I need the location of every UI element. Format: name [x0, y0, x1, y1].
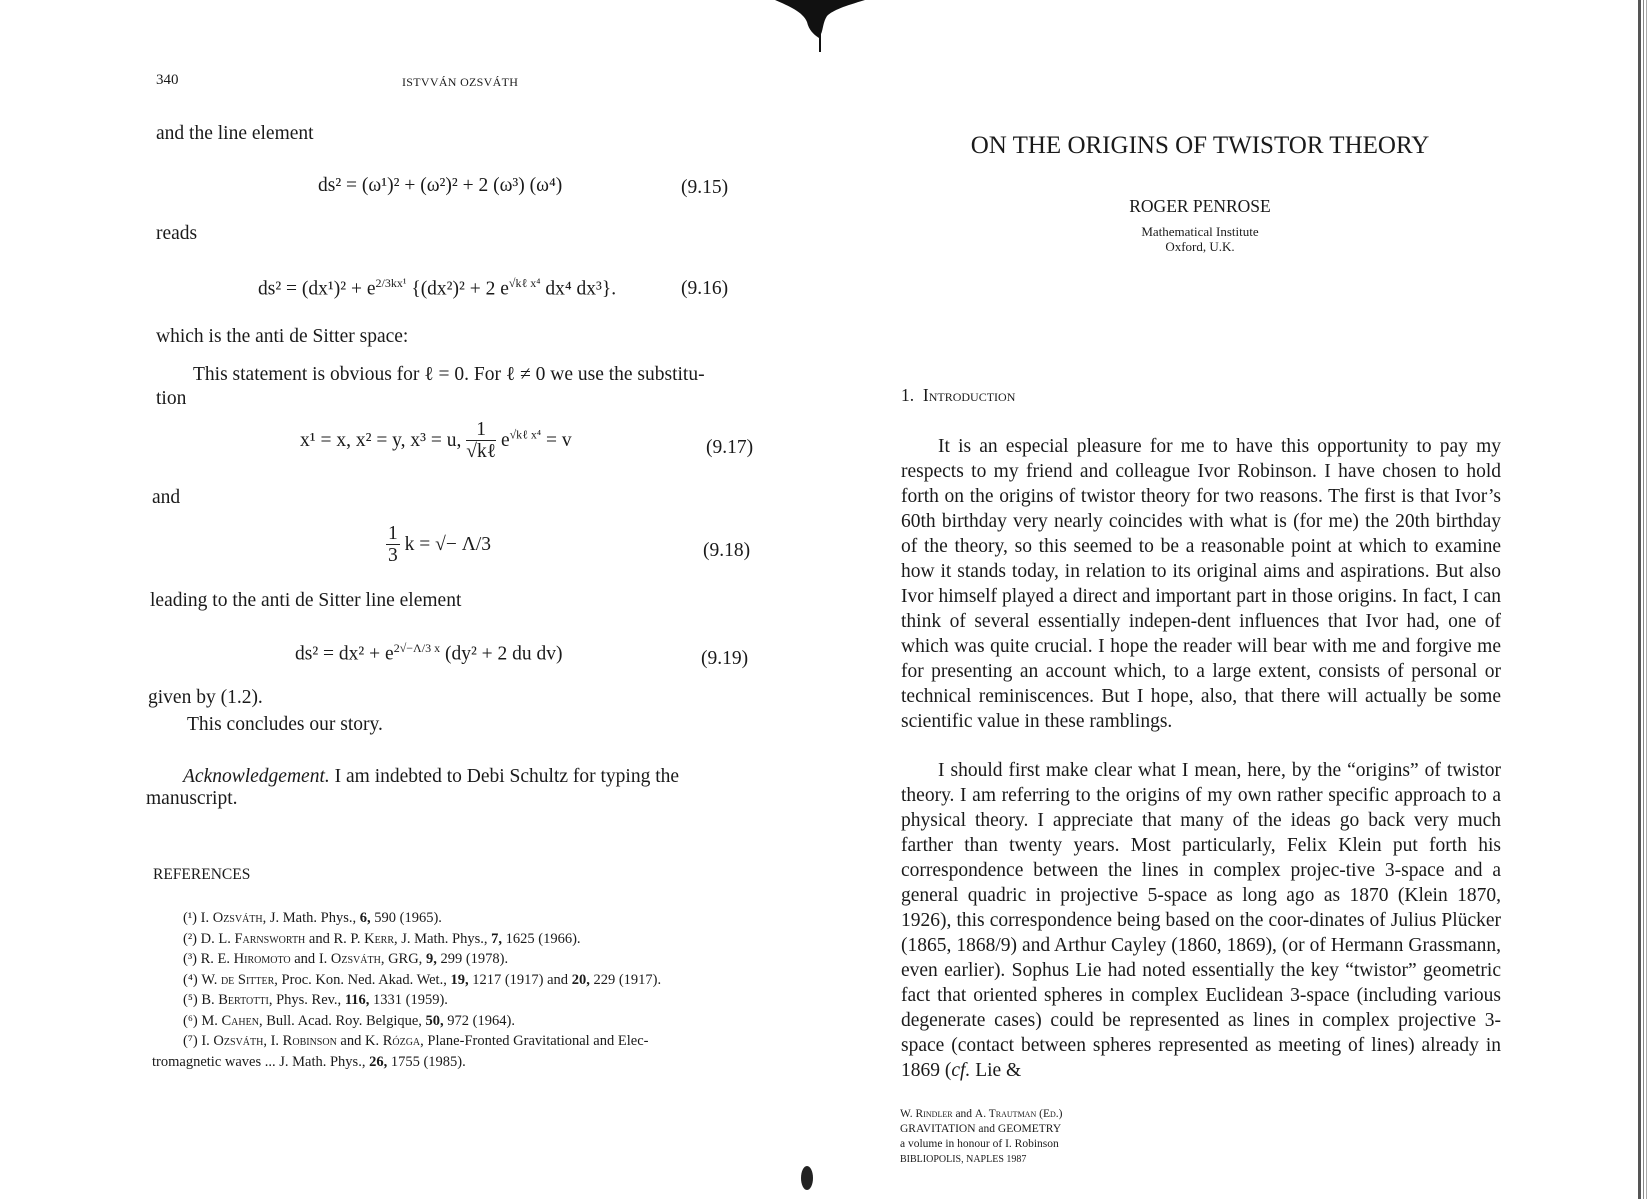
equation-label-9-17: (9.17)	[706, 437, 754, 458]
running-head: ISTVVÁN OZSVÁTH	[402, 75, 519, 89]
fraction: $\frac{1}{3}$	[388, 523, 398, 566]
equation-9-18: $\frac{1}{3}$ k = √− Λ/3	[388, 523, 492, 566]
text-reads: reads	[156, 223, 198, 244]
author-name: ROGER PENROSE	[1129, 196, 1271, 216]
text-leading: leading to the anti de Sitter line element	[150, 590, 462, 611]
page-number: 340	[156, 72, 179, 88]
reference-list	[183, 908, 661, 1052]
scan-binding-shadow-top	[775, 0, 865, 52]
reference-item: (⁵) B. Bertotti, Phys. Rev., 116, 1331 (1959).	[183, 992, 448, 1008]
text-given-by: given by (1.2).	[148, 687, 263, 708]
text-concludes: This concludes our story.	[187, 714, 383, 735]
author-affiliation: Mathematical Institute Oxford, U.K.	[1141, 224, 1259, 254]
reference-item: (⁷) I. Ozsváth, I. Robinson and K. Rózga, Plane-Fronted Gravitational and Elec-	[183, 1033, 649, 1049]
equation-label-9-15: (9.15)	[681, 177, 729, 198]
reference-item: (⁶) M. Cahen, Bull. Acad. Roy. Belgique, 50, 972 (1964).	[183, 1012, 515, 1029]
text-anti-de-sitter: which is the anti de Sitter space:	[156, 326, 409, 347]
reference-item: (¹) I. Ozsváth, J. Math. Phys., 6, 590 (1965).	[183, 910, 442, 926]
intro-paragraph-2: I should first make clear what I mean, here, by the “origins” of twistor theory. I am referring to the origins of my own rather specific approach to a physical theory. I appreciate that many of the ideas go back very much farther than twenty years. Most particularly, Felix Klein put forth his correspondence between the lines in complex projec-tive 3-space and a general quadric in projective 5-space as long ago as 1870 (Klein 1870, 1926), this correspondence being based on the coor-dinates of Julius Plücker (1865, 1868/9) and Arthur Cayley (1860, 1869), (or of Hermann Grassmann, even earlier). Sophus Lie had noted essentially the key “twistor” geometric fact that oriented spheres in complex Euclidean 3-space (including various degenerate cases) could be represented as lines in complex projective 3-space (contact between spheres represented as meeting of lines) already in 1869 (cf. Lie &	[901, 760, 1501, 1081]
intro-paragraph-1: It is an especial pleasure for me to have this opportunity to pay my respects to my friend and colleague Ivor Robinson. I have chosen to hold forth on the origins of twistor theory for two reasons. The first is that Ivor’s 60th birthday very nearly coincides with what is (for me) the 20th birthday of the theory, so this seemed to be a reasonable point at which to examine how it stands today, in relation to its original aims and aspirations. But also Ivor himself played a direct and important part in those origins. In fact, I can think of several essentially indepen-dent influences that Ivor had, one of which was quite crucial. I hope the reader will bear with me and forgive me for presenting an account which, to a large extent, consists of personal or technical reminiscences. But I hope, also, that there will actually be some scientific value in these ramblings.	[901, 436, 1501, 732]
reference-item-cont: tromagnetic waves ... J. Math. Phys., 26, 1755 (1985).	[152, 1054, 466, 1070]
fraction: $\frac{1}{\text{√kℓ}}$	[466, 419, 497, 462]
text-statement-cont: tion	[156, 388, 187, 409]
section-number: 1.	[901, 385, 915, 405]
section-title: Introduction	[922, 385, 1016, 405]
reference-item: (²) D. L. Farnsworth and R. P. Kerr, J. Math. Phys., 7, 1625 (1966).	[183, 930, 581, 947]
equation-9-17: x¹ = x, x² = y, x³ = u, $\frac{1}{\text{√kℓ}}$ $e^{√k\ell x^4} = v$	[300, 419, 572, 462]
paper-title: ON THE ORIGINS OF TWISTOR THEORY	[970, 132, 1430, 159]
reference-item: (³) R. E. Hiromoto and I. Ozsváth, GRG, 9, 299 (1978).	[183, 951, 509, 967]
references-heading: REFERENCES	[153, 866, 251, 883]
equation-9-16: $ds^2 = (dx^1)^2 + e^{2/3kx^1}$ {(dx²)² + 2 $e^{√k\ell x^4}$ dx⁴ dx³}.	[258, 276, 617, 300]
reference-item: (⁴) W. de Sitter, Proc. Kon. Ned. Akad. Wet., 19, 1217 (1917) and 20, 229 (1917).	[183, 971, 662, 988]
text-line-element: and the line element	[156, 123, 314, 144]
equation-label-9-18: (9.18)	[703, 540, 751, 561]
equation-label-9-16: (9.16)	[681, 278, 729, 299]
equation-label-9-19: (9.19)	[701, 648, 749, 669]
section-heading	[901, 385, 1015, 406]
equation-9-15: ds² = (ω¹)² + (ω²)² + 2 (ω³) (ω⁴)	[318, 175, 563, 196]
text-and: and	[152, 487, 181, 508]
acknowledgement: Acknowledgement. I am indebted to Debi Schultz for typing the	[183, 766, 680, 787]
text-statement: This statement is obvious for ℓ = 0. For ℓ ≠ 0 we use the substitu-	[193, 364, 705, 385]
publication-footer: W. Rindler and A. Trautman (Ed.) GRAVITATION and GEOMETRY a volume in honour of I. Robinson BIBLIOPOLIS, NAPLES 1987	[900, 1108, 1063, 1165]
scan-binding-shadow-bottom	[800, 1160, 816, 1192]
acknowledgement-label: Acknowledgement.	[183, 766, 330, 787]
equation-9-19: $ds^2 = dx^2 + e^{2√-\Lambda/3 x}$ (dy² + 2 du dv)	[295, 641, 563, 665]
scan-page-edge	[1636, 0, 1650, 1199]
acknowledgement-cont: manuscript.	[146, 788, 238, 809]
